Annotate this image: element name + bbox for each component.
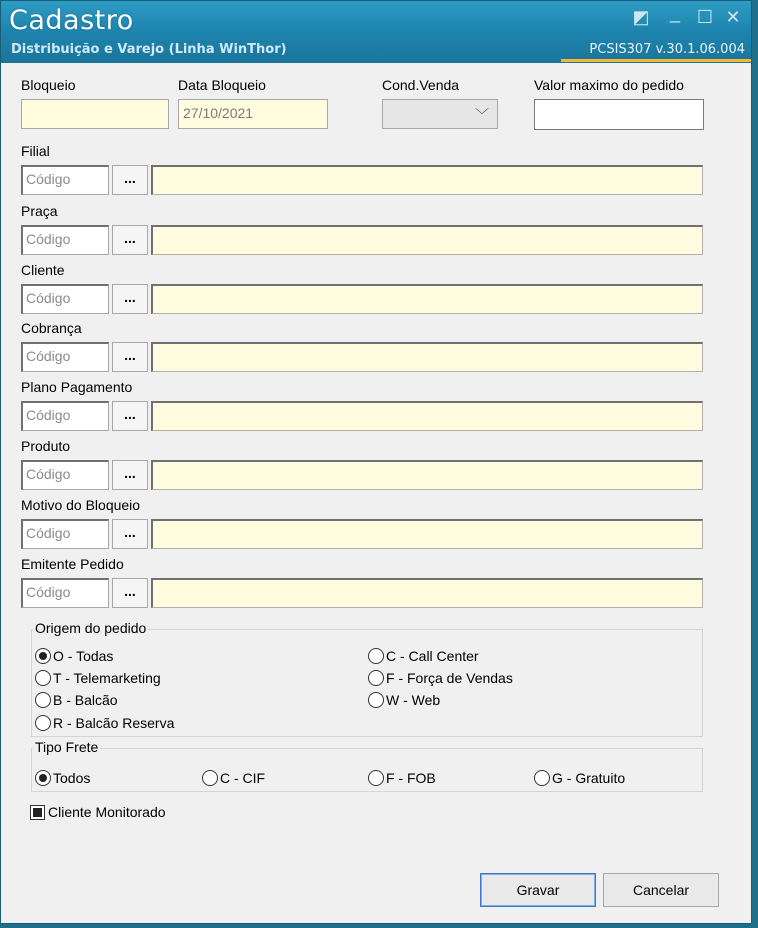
origem-radio-todas[interactable] (35, 646, 113, 666)
filial-label: Filial (21, 143, 50, 159)
radio-icon (368, 670, 384, 686)
emitente-pedido-label: Emitente Pedido (21, 556, 124, 572)
cobranca-search-button[interactable]: ... (112, 342, 148, 372)
radio-selected-icon (35, 648, 51, 664)
plano-pagamento-code-input[interactable]: Código (21, 401, 109, 431)
origem-option-label: T - Telemarketing (53, 670, 161, 686)
radio-icon (368, 648, 384, 664)
origem-option-label: F - Força de Vendas (386, 670, 513, 686)
close-icon[interactable]: ✕ (725, 7, 741, 27)
window-subtitle: Distribuição e Varejo (Linha WinThor) (11, 42, 287, 57)
origem-pedido-title: Origem do pedido (35, 620, 147, 636)
frete-radio-todos[interactable] (35, 768, 90, 788)
origem-option-label: R - Balcão Reserva (53, 715, 175, 731)
bloqueio-label: Bloqueio (21, 77, 76, 93)
restore-icon[interactable]: ◩ (632, 7, 650, 27)
origem-radio-telemarketing[interactable] (35, 668, 161, 688)
cliente-search-button[interactable]: ... (112, 284, 148, 314)
radio-selected-icon (35, 770, 51, 786)
radio-icon (368, 770, 384, 786)
origem-radio-balcao-reserva[interactable] (35, 713, 174, 733)
form-body (1, 63, 751, 923)
praca-code-input[interactable]: Código (21, 225, 109, 255)
radio-icon (202, 770, 218, 786)
origem-option-label: O - Todas (53, 648, 114, 664)
frete-radio-fob[interactable] (368, 768, 436, 788)
cobranca-description-field[interactable] (151, 342, 703, 372)
frete-radio-gratuito[interactable] (534, 768, 625, 788)
plano-pagamento-description-field[interactable] (151, 401, 703, 431)
motivo-bloqueio-code-input[interactable]: Código (21, 519, 109, 549)
radio-icon (368, 692, 384, 708)
praca-label: Praça (21, 203, 58, 219)
cliente-monitorado-checkbox[interactable] (30, 804, 166, 820)
motivo-bloqueio-label: Motivo do Bloqueio (21, 497, 141, 513)
emitente-pedido-code-input[interactable]: Código (21, 578, 109, 608)
produto-description-field[interactable] (151, 460, 703, 490)
chevron-down-icon: ﹀ (475, 107, 489, 123)
origem-radio-web[interactable] (368, 690, 440, 710)
minimize-icon[interactable]: _ (669, 3, 680, 23)
praca-search-button[interactable]: ... (112, 225, 148, 255)
filial-code-input[interactable]: Código (21, 165, 109, 195)
produto-search-button[interactable]: ... (112, 460, 148, 490)
cobranca-code-input[interactable]: Código (21, 342, 109, 372)
window-title: Cadastro (9, 5, 134, 36)
frete-option-label: C - CIF (220, 770, 266, 786)
frete-option-label: G - Gratuito (552, 770, 626, 786)
cond-venda-label: Cond.Venda (382, 77, 460, 93)
frete-option-label: Todos (53, 770, 91, 786)
motivo-bloqueio-description-field[interactable] (151, 519, 703, 549)
origem-option-label: C - Call Center (386, 648, 479, 664)
motivo-bloqueio-search-button[interactable]: ... (112, 519, 148, 549)
cliente-code-input[interactable]: Código (21, 284, 109, 314)
plano-pagamento-search-button[interactable]: ... (112, 401, 148, 431)
gravar-button[interactable]: Gravar (480, 873, 596, 907)
title-bar[interactable] (1, 1, 751, 63)
plano-pagamento-label: Plano Pagamento (21, 379, 133, 395)
produto-code-input[interactable]: Código (21, 460, 109, 490)
radio-icon (35, 670, 51, 686)
filial-search-button[interactable]: ... (112, 165, 148, 195)
cliente-description-field[interactable] (151, 284, 703, 314)
frete-option-label: F - FOB (386, 770, 436, 786)
origem-radio-call-center[interactable] (368, 646, 479, 666)
data-bloqueio-label: Data Bloqueio (178, 77, 266, 93)
produto-label: Produto (21, 438, 71, 454)
origem-radio-balcao[interactable] (35, 690, 118, 710)
origem-option-label: B - Balcão (53, 692, 118, 708)
emitente-pedido-description-field[interactable] (151, 578, 703, 608)
checkbox-checked-icon (30, 805, 45, 820)
cancelar-button[interactable]: Cancelar (603, 873, 719, 907)
valor-maximo-input[interactable] (534, 99, 704, 130)
version-label: PCSIS307 v.30.1.06.004 (589, 42, 745, 57)
origem-radio-forca-vendas[interactable] (368, 668, 513, 688)
maximize-icon[interactable]: ☐ (696, 7, 714, 27)
filial-description-field[interactable] (151, 165, 703, 195)
cond-venda-select[interactable] (382, 99, 498, 129)
frete-radio-cif[interactable] (202, 768, 265, 788)
bloqueio-input[interactable] (21, 99, 169, 129)
radio-icon (35, 715, 51, 731)
valor-maximo-label: Valor maximo do pedido (534, 77, 684, 93)
title-accent-bar (561, 59, 751, 62)
praca-description-field[interactable] (151, 225, 703, 255)
radio-icon (534, 770, 550, 786)
cobranca-label: Cobrança (21, 320, 82, 336)
cliente-label: Cliente (21, 262, 65, 278)
data-bloqueio-input[interactable]: 27/10/2021 (178, 99, 328, 129)
emitente-pedido-search-button[interactable]: ... (112, 578, 148, 608)
cliente-monitorado-label: Cliente Monitorado (48, 804, 166, 820)
tipo-frete-title: Tipo Frete (35, 739, 99, 755)
origem-option-label: W - Web (386, 692, 441, 708)
radio-icon (35, 692, 51, 708)
